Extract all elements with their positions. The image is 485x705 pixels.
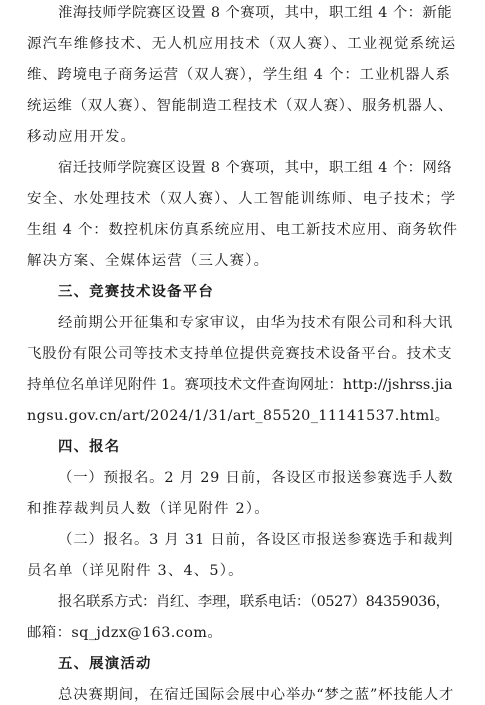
paragraph-line: 员名单（详见附件 3、4、5）。 (27, 563, 244, 579)
paragraph-line: 和推荐裁判员人数（详见附件 2）。 (27, 501, 270, 517)
paragraph-line: 生组 4 个：数控机床仿真系统应用、电工新技术应用、商务软件 (27, 222, 458, 238)
paragraph-line: （一）预报名。2 月 29 日前，各设区市报送参赛选手人数 (58, 470, 454, 486)
paragraph-line: 持单位名单详见附件 1。赛项技术文件查询网址：http://jshrss.jia (27, 377, 453, 393)
paragraph-line: ngsu.gov.cn/art/2024/1/31/art_85520_11141537.html。 (27, 408, 450, 424)
paragraph-line: 经前期公开征集和专家审议，由华为技术有限公司和科大讯 (58, 315, 453, 331)
paragraph-line: 移动应用开发。 (27, 129, 137, 145)
paragraph-line: 宿迁技师学院赛区设置 8 个赛项，其中，职工组 4 个：网络 (58, 160, 452, 176)
paragraph-line: 淮海技师学院赛区设置 8 个赛项，其中，职工组 4 个：新能 (58, 5, 452, 21)
section-heading-equipment: 三、竞赛技术设备平台 (58, 283, 214, 300)
paragraph-line: 总决赛期间，在宿迁国际会展中心举办“梦之蓝”杯技能人才 (58, 687, 455, 703)
paragraph-line: 飞股份有限公司等技术支持单位提供竞赛技术设备平台。技术支 (27, 346, 453, 362)
paragraph-line: （二）报名。3 月 31 日前，各设区市报送参赛选手和裁判 (58, 532, 454, 548)
paragraph-line: 统运维（双人赛）、智能制造工程技术（双人赛）、服务机器人、 (27, 98, 454, 114)
paragraph-line: 邮箱：sq_jdzx@163.com。 (27, 625, 223, 641)
paragraph-line: 报名联系方式：肖红、李理，联系电话：（0527）84359036， (58, 594, 450, 610)
paragraph-line: 安全、水处理技术（双人赛）、人工智能训练师、电子技术；学 (27, 191, 457, 207)
section-heading-exhibition: 五、展演活动 (58, 655, 152, 672)
paragraph-line: 维、跨境电子商务运营（双人赛），学生组 4 个：工业机器人系 (27, 67, 451, 83)
section-heading-registration: 四、报名 (58, 438, 121, 455)
paragraph-line: 源汽车维修技术、无人机应用技术（双人赛）、工业视觉系统运 (27, 36, 457, 52)
paragraph-line: 解决方案、全媒体运营（三人赛）。 (27, 253, 270, 269)
